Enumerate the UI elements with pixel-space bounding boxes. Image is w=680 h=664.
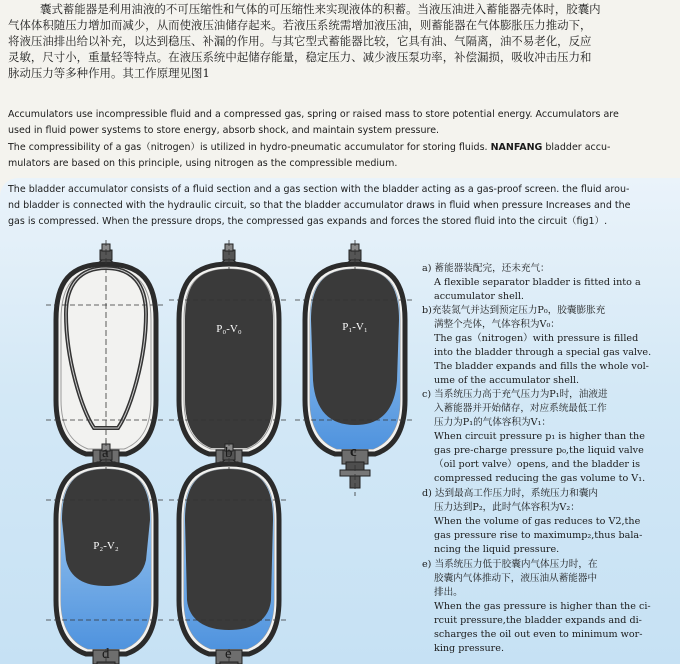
formula-b: P₀-V₀ bbox=[216, 323, 242, 335]
step-c-en-3: （oil port valve）opens, and the bladder is bbox=[434, 459, 641, 470]
step-a-cn-1: a) 蓄能器装配完，还未充气： bbox=[422, 263, 550, 274]
step-b-en-2: into the bladder through a special gas valve. bbox=[434, 347, 652, 358]
step-e-en-4: king pressure. bbox=[434, 643, 504, 654]
step-c-en-2: gas pre-charge pressure p₀,the liquid valve bbox=[434, 445, 644, 456]
compress-line-2: mulators are based on this principle, using nitrogen as the compressible medium. bbox=[8, 158, 398, 169]
cn-intro-line-3: 将液压油排出给以补充，以达到稳压、补漏的作用。与其它型式蓄能器比较，它具有油、气隔离，油不易老化，反应 bbox=[8, 34, 592, 48]
step-e-cn-1: e) 当系统压力低于胶囊内气体压力时，在 bbox=[422, 559, 598, 570]
step-c-en-1: When circuit pressure p₁ is higher than the bbox=[434, 431, 645, 442]
step-a-en-2: accumulator shell. bbox=[434, 291, 524, 302]
bladder-desc-line-2: nd bladder is connected with the hydraulic circuit, so that the bladder accumulator draws in fluid when pressure Increases and the bbox=[8, 200, 631, 211]
step-a-en-1: A flexible separator bladder is fitted into a bbox=[434, 277, 641, 288]
step-d-en-1: When the volume of gas reduces to V2,the bbox=[434, 516, 641, 527]
label-a: a bbox=[102, 445, 109, 461]
diagram-e bbox=[169, 440, 289, 664]
step-e-en-1: When the gas pressure is higher than the ci- bbox=[434, 601, 651, 612]
step-e-cn-2: 胶囊内气体推动下，液压油从蓄能器中 bbox=[434, 573, 598, 584]
step-c-cn-3: 压力为P₁的气体容积为V₁： bbox=[434, 417, 552, 428]
label-c: c bbox=[350, 444, 357, 460]
step-b-en-4: ume of the accumulator shell. bbox=[434, 375, 580, 386]
step-d-en-3: ncing the liquid pressure. bbox=[434, 544, 560, 555]
cn-intro-line-1: 囊式蓄能器是利用油液的不可压缩性和气体的可压缩性来实现液体的积蓄。当液压油进入蓄能器壳体时，胶囊内 bbox=[40, 2, 601, 16]
cn-intro-line-5: 脉动压力等多种作用。其工作原理见图1 bbox=[8, 66, 210, 80]
step-e-cn-3: 排出。 bbox=[434, 587, 463, 598]
step-d-cn-1: d) 达到最高工作压力时，系统压力和囊内 bbox=[422, 488, 599, 499]
step-b-cn-1: b)充装氮气并达到预定压力P₀，胶囊膨胀充 bbox=[422, 305, 606, 316]
step-d-cn-2: 压力达到P₂，此时气体容积为V₂： bbox=[434, 502, 580, 513]
label-d: d bbox=[102, 646, 110, 662]
step-c-cn-1: c) 当系统压力高于充气压力为P₁时，油液进 bbox=[422, 389, 608, 400]
en-intro-line-2: used in fluid power systems to store energy, absorb shock, and maintain system pressure. bbox=[8, 125, 440, 136]
label-b: b bbox=[225, 445, 233, 461]
step-b-en-1: The gas（nitrogen）with pressure is filled bbox=[434, 333, 639, 344]
bladder-desc-line-3: gas is compressed. When the pressure drops, the compressed gas expands and forces the stored fluid into the circuit（fig1）. bbox=[8, 216, 608, 227]
compress-text-post: bladder accu- bbox=[545, 142, 611, 153]
brand-name: NANFANG bbox=[490, 142, 543, 153]
bladder-desc-line-1: The bladder accumulator consists of a fluid section and a gas section with the bladder acting as a gas-proof screen. the fluid arou- bbox=[8, 184, 630, 195]
diagram-d bbox=[46, 440, 166, 664]
formula-d: P₂-V₂ bbox=[93, 540, 119, 552]
en-intro-line-1: Accumulators use incompressible fluid and a compressed gas, spring or raised mass to store potential energy. Accumulators are bbox=[8, 109, 619, 120]
step-e-en-3: scharges the oil out even to minimum wor- bbox=[434, 629, 643, 640]
step-e-en-2: rcuit pressure,the bladder expands and di- bbox=[434, 615, 642, 626]
step-c-en-4: compressed reducing the gas volume to V₁. bbox=[434, 473, 646, 484]
step-d-en-2: gas pressure rise to maximump₂,thus bala- bbox=[434, 530, 643, 541]
cn-intro-line-2: 气体体积随压力增加而减少，从而使液压油储存起来。若液压系统需增加液压油，则蓄能器在气体膨胀压力推动下， bbox=[8, 18, 592, 32]
label-e: e bbox=[225, 646, 232, 662]
compress-text-pre: The compressibility of a gas（nitrogen）is utilized in hydro-pneumatic accumulator for storing fluids. bbox=[8, 142, 488, 153]
step-c-cn-2: 入蓄能器并开始储存，对应系统最低工作 bbox=[434, 403, 607, 414]
step-b-cn-2: 满整个壳体，气体容积为V₀： bbox=[434, 319, 560, 330]
cn-intro-line-4: 灵敏，尺寸小，重量轻等特点。在液压系统中起储存能量，稳定压力、减少液压泵功率，补偿漏损，吸收冲击压力和 bbox=[8, 50, 592, 64]
formula-c: P₁-V₁ bbox=[342, 321, 368, 333]
step-b-en-3: The bladder expands and fills the whole vol- bbox=[434, 361, 649, 372]
